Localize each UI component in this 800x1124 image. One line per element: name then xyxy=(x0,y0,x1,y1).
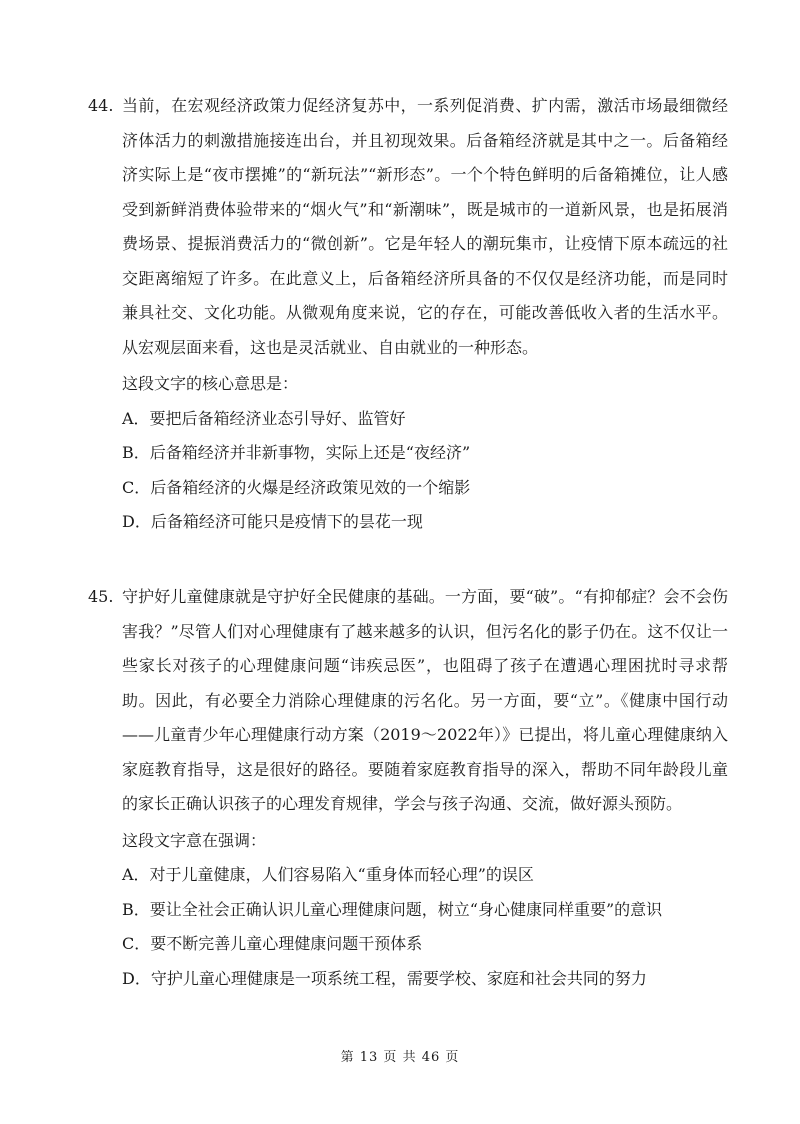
option-d[interactable]: D．后备箱经济可能只是疫情下的昙花一现 xyxy=(122,512,423,531)
option-b[interactable]: B．要让全社会正确认识儿童心理健康问题，树立“身心健康同样重要”的意识 xyxy=(122,899,663,919)
option-c[interactable]: C．后备箱经济的火爆是经济政策见效的一个缩影 xyxy=(122,477,471,497)
question-stem xyxy=(88,580,728,822)
option-a[interactable]: A．要把后备箱经济业态引导好、监管好 xyxy=(122,408,406,428)
page-footer: 第 13 页 共 46 页 xyxy=(340,1050,460,1065)
question-stem-text: 当前，在宏观经济政策力促经济复苏中，一系列促消费、扩内需，激活市场最细微经济体活力的刺激措施接连出台，并且初现效果。后备箱经济就是其中之一。后备箱经济实际上是“夜市摆摊”的“新玩法”“新形态”。一个个特色鲜明的后备箱摊位，让人感受到新鲜消费体验带来的“烟火气”和“新潮味”，既是城市的一道新风景，也是拓展消费场景、提振消费活力的“微创新”。它是年轻人的潮玩集市，让疫情下原本疏远的社交距离缩短了许多。在此意义上，后备箱经济所具备的不仅仅是经济功能，而是同时兼具社交、文化功能。从微观角度来说，它的存在，可能改善低收入者的生活水平。从宏观层面来看，这也是灵活就业、自由就业的一种形态。 xyxy=(122,96,728,357)
option-a[interactable]: A．对于儿童健康，人们容易陷入“重身体而轻心理”的误区 xyxy=(122,865,534,884)
question-number: 45. xyxy=(88,587,114,606)
question-45 xyxy=(88,580,728,996)
option-b[interactable]: B．后备箱经济并非新事物，实际上还是“夜经济” xyxy=(122,443,471,462)
question-stem-text: 守护好儿童健康就是守护好全民健康的基础。一方面，要“破”。“有抑郁症？会不会伤害我？”尽管人们对心理健康有了越来越多的认识，但污名化的影子仍在。这不仅让一些家长对孩子的心理健康问题“讳疾忌医”，也阻碍了孩子在遭遇心理困扰时寻求帮助。因此，有必要全力消除心理健康的污名化。另一方面，要“立”。《健康中国行动——儿童青少年心理健康行动方案（2019～2022年）》已提出，将儿童心理健康纳入家庭教育指导，这是很好的路径。要随着家庭教育指导的深入，帮助不同年龄段儿童的家长正确认识孩子的心理发育规律，学会与孩子沟通、交流，做好源头预防。 xyxy=(122,587,728,813)
question-44 xyxy=(88,89,728,540)
question-stem xyxy=(88,89,728,365)
option-c[interactable]: C．要不断完善儿童心理健康问题干预体系 xyxy=(122,934,423,953)
question-number: 44. xyxy=(88,96,114,115)
question-prompt: 这段文字的核心意思是： xyxy=(122,374,299,393)
option-d[interactable]: D．守护儿童心理健康是一项系统工程，需要学校、家庭和社会共同的努力 xyxy=(122,968,647,988)
question-prompt: 这段文字意在强调： xyxy=(122,830,267,850)
